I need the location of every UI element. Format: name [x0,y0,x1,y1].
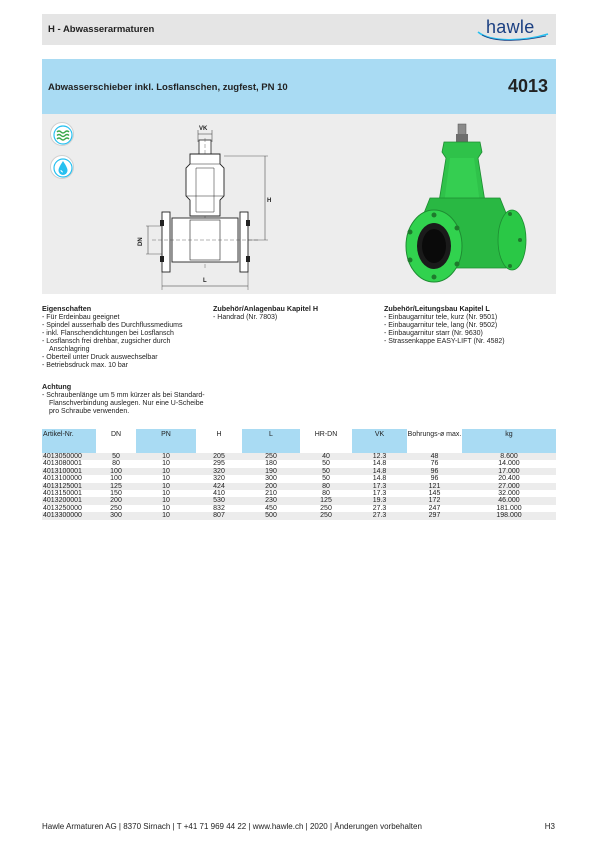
table-cell: 100 [110,475,122,483]
table-cell: 320 [196,468,242,475]
logo-text: hawle [486,17,535,37]
wastewater-icon [50,122,74,146]
table-cell: 14.000 [498,460,520,468]
table-cell: 10 [136,483,196,490]
column-header: Bohrungs-ø max. [407,429,462,453]
table-cell: 210 [265,490,277,498]
product-title-bar [42,59,556,114]
list-item: - Einbaugarnitur tele, lang (Nr. 9502) [384,322,498,329]
page-number: H3 [544,822,555,831]
table-cell: 198.000 [462,512,556,519]
article-table [42,429,556,520]
list-item: - Einbaugarnitur starr (Nr. 9630) [384,330,483,337]
dn-label: DN [138,237,144,246]
table-cell: 500 [242,512,300,519]
table-row [42,512,556,519]
footer-text: Hawle Armaturen AG | 8370 Sirnach | T +41 71 969 44 22 | www.hawle.ch | 2020 | Änderungen vorbehalten [42,822,422,831]
table-row [42,490,556,497]
achtung-title: Achtung [42,382,72,391]
table-cell: 172 [407,497,462,504]
table-cell: 190 [242,468,300,475]
column-header: DN [96,429,136,453]
table-cell: 145 [428,490,441,498]
table-cell: 50 [322,460,330,468]
table-cell: 807 [196,512,242,519]
table-cell: 80 [300,483,352,490]
table-cell: 80 [112,460,120,468]
list-item: - Strassenkappe EASY-LIFT (Nr. 4582) [384,338,505,345]
table-cell: 10 [136,468,196,475]
valve-product-image [400,118,550,290]
table-cell: 14.8 [352,468,407,475]
column-header: kg [462,429,556,453]
table-cell: 180 [265,460,277,468]
product-number: 4013 [507,76,548,96]
table-cell: 10 [136,453,196,460]
zubehoer-leitungsbau-title: Zubehör/Leitungsbau Kapitel L [384,304,490,313]
table-cell: 250 [242,453,300,460]
table-cell: 300 [96,512,136,519]
category-header [42,14,556,45]
table-cell: 10 [136,497,196,504]
product-title: Abwasserschieber inkl. Losflanschen, zugfest, PN 10 [48,82,288,93]
list-item: - Oberteil unter Druck auswechselbar [42,354,158,361]
table-cell: 247 [428,504,441,512]
table-cell: 32.000 [498,490,520,498]
product-image-panel [42,114,556,294]
hawle-logo [472,16,552,43]
table-row [42,505,556,512]
table-cell: 4013200001 [42,497,96,504]
table-cell: 410 [213,490,225,498]
table-cell: 4013100001 [42,468,96,475]
table-cell: 20.400 [498,475,520,483]
table-cell: 205 [196,453,242,460]
table-cell: 80 [322,490,330,498]
list-item: - inkl. Flanschendichtungen bei Losflansch [42,330,174,337]
table-cell: 14.8 [372,460,387,468]
table-cell: 4013050000 [42,453,96,460]
table-cell: 250 [320,504,332,512]
table-cell: 250 [110,504,122,512]
list-item: - Losflansch frei drehbar, zugsicher durch Anschlagring [42,338,171,353]
table-cell: 297 [407,512,462,519]
h-label: H [267,198,272,204]
l-label: L [203,278,207,284]
table-cell: 10 [162,490,170,498]
column-header: L [242,429,300,453]
column-header: PN [136,429,196,453]
table-cell: 96 [407,468,462,475]
table-cell: 200 [242,483,300,490]
zubehoer-anlagenbau-title: Zubehör/Anlagenbau Kapitel H [213,304,319,313]
table-cell: 121 [407,483,462,490]
list-item: - Einbaugarnitur tele, kurz (Nr. 9501) [384,314,498,321]
table-cell: 50 [300,468,352,475]
table-cell: 14.8 [372,475,387,483]
table-cell: 250 [300,512,352,519]
table-cell: 10 [162,504,170,512]
table-cell: 27.000 [462,483,556,490]
table-cell: 50 [96,453,136,460]
table-cell: 17.3 [372,490,387,498]
table-cell: 10 [136,512,196,519]
eigenschaften-section [42,305,207,370]
table-cell: 19.3 [352,497,407,504]
column-header: VK [352,429,407,453]
table-cell: 27.3 [372,504,387,512]
table-row [42,453,556,460]
table-cell: 27.3 [352,512,407,519]
table-row [42,497,556,504]
table-cell: 76 [430,460,439,468]
table-cell: 424 [196,483,242,490]
table-cell: 50 [322,475,330,483]
table-cell: 4013100000 [43,475,82,483]
zubehoer-leitungsbau-section [384,305,554,346]
table-cell: 4013150001 [43,490,82,498]
water-drop-icon [50,155,74,179]
list-item: - Spindel ausserhalb des Durchflussmediums [42,322,183,329]
table-cell: 450 [265,504,277,512]
table-cell: 150 [110,490,122,498]
table-cell: 4013080001 [43,460,82,468]
table-header-row [42,429,556,453]
table-cell: 8.600 [462,453,556,460]
table-cell: 300 [265,475,277,483]
table-cell: 320 [213,475,225,483]
list-item: - Schraubenlänge um 5 mm kürzer als bei Standard-Flanschverbindung auslegen. Nur eine U-Scheibe pro Schraube verwenden. [42,392,205,415]
category-title: H - Abwasserarmaturen [48,24,155,35]
table-cell: 40 [300,453,352,460]
table-cell: 230 [242,497,300,504]
table-row [42,468,556,475]
table-cell: 4013250000 [43,504,82,512]
column-header: HR-DN [300,429,352,453]
table-cell: 4013300000 [42,512,96,519]
zubehoer-anlagenbau-section [213,305,378,322]
table-cell: 4013125001 [42,483,96,490]
table-cell: 48 [407,453,462,460]
table-cell: 200 [96,497,136,504]
column-header: Artikel-Nr. [42,429,96,453]
column-header: H [196,429,242,453]
table-cell: 832 [213,504,225,512]
table-row [42,475,556,482]
table-cell: 10 [162,475,170,483]
list-item: - Betriebsdruck max. 10 bar [42,362,128,369]
table-row [42,460,556,467]
table-cell: 46.000 [462,497,556,504]
list-item: - Für Erdeinbau geeignet [42,314,120,321]
table-cell: 530 [196,497,242,504]
achtung-section [42,383,212,416]
table-cell: 295 [213,460,225,468]
table-cell: 17.000 [462,468,556,475]
table-cell: 125 [96,483,136,490]
eigenschaften-title: Eigenschaften [42,304,92,313]
table-cell: 100 [96,468,136,475]
table-cell: 125 [300,497,352,504]
list-item: - Handrad (Nr. 7803) [213,314,278,321]
vk-label: VK [199,126,208,132]
table-cell: 17.3 [352,483,407,490]
table-cell: 181.000 [496,504,522,512]
table-cell: 10 [162,460,170,468]
table-cell: 12.3 [352,453,407,460]
table-row [42,483,556,490]
technical-drawing [132,120,282,292]
table-cell: 96 [430,475,439,483]
